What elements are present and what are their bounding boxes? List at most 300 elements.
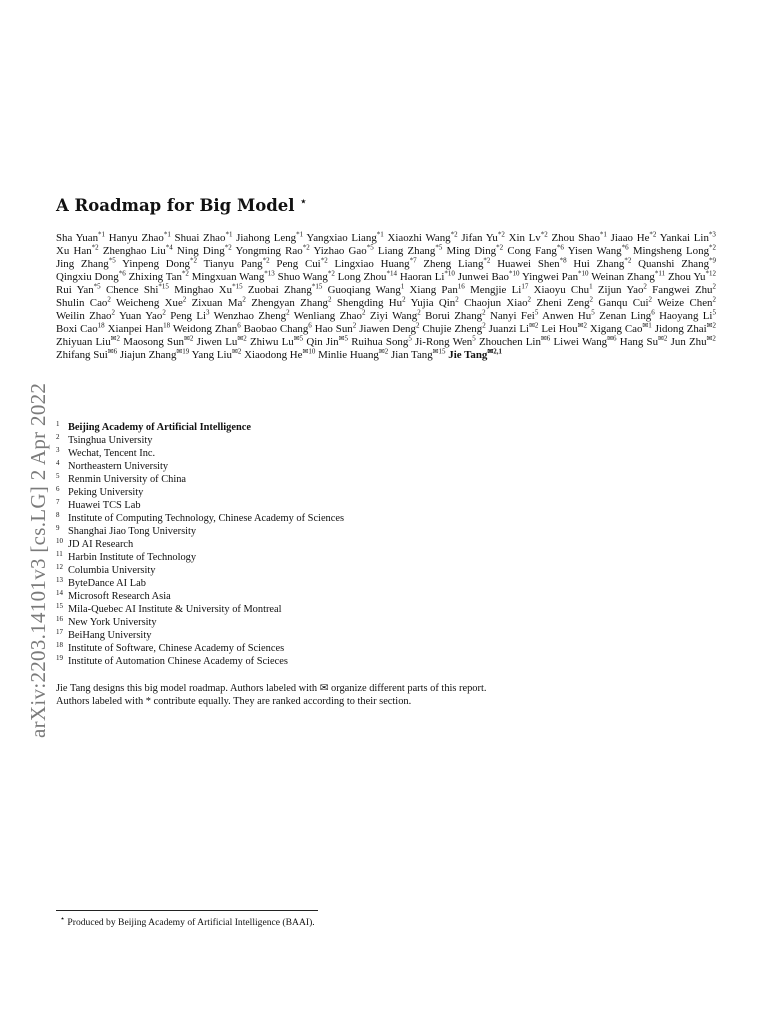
author-affiliation-mark: 2 <box>182 295 187 304</box>
author-name: Xianpei Han <box>107 323 164 335</box>
author-affiliation-mark: *15 <box>311 282 323 291</box>
author <box>461 232 505 244</box>
author <box>294 310 366 322</box>
author-affiliation-mark: 2 <box>162 308 166 317</box>
author-affiliation-mark: *2 <box>540 230 548 239</box>
author-name: Long Zhou <box>337 271 387 283</box>
affiliation: $^4$ Northeastern University <box>56 458 169 472</box>
author-affiliation-mark: 2 <box>589 295 594 304</box>
author-affiliation-mark: 2 <box>648 295 653 304</box>
author-affiliation-mark: 16 <box>457 282 465 291</box>
author-affiliation-mark: 18 <box>163 321 171 330</box>
author-name: Ming Ding <box>446 245 497 257</box>
author <box>276 258 327 270</box>
author <box>660 232 716 244</box>
author-affiliation-mark: *10 <box>509 269 520 278</box>
author <box>175 232 233 244</box>
author-name: Hanyu Zhao <box>108 232 164 244</box>
affiliation: $^{18}$ Institute of Software, Chinese Academy of Sciences <box>56 640 285 654</box>
author-affiliation-mark: ✉2 <box>237 334 247 343</box>
author-name: Wenzhao Zheng <box>213 310 287 322</box>
author-name: Mingsheng Long <box>632 245 710 257</box>
author <box>192 271 275 283</box>
author-name: Quanshi Zhang <box>638 258 710 270</box>
affiliation-name: Microsoft Research Asia <box>68 591 171 602</box>
author-name: Liang Zhang <box>377 245 436 257</box>
author <box>464 297 531 309</box>
author <box>103 245 173 257</box>
author-name: Xiaozhi Wang <box>387 232 451 244</box>
author <box>122 258 197 270</box>
author-affiliation-mark: 17 <box>521 282 529 291</box>
author <box>378 245 442 257</box>
affiliation-name: Harbin Institute of Technology <box>68 552 197 563</box>
author-name: Jian Tang <box>390 349 433 361</box>
author-affiliation-mark: *11 <box>654 269 666 278</box>
footnote-mark: ⋆ <box>60 914 66 923</box>
author-affiliation-mark: ✉6 <box>540 334 551 343</box>
affiliation: $^5$ Renmin University of China <box>56 471 187 485</box>
author-name: Weicheng Xue <box>116 297 183 309</box>
author-affiliation-mark: 2 <box>111 308 115 317</box>
author <box>573 258 631 270</box>
author-name: Shulin Cao <box>56 297 108 309</box>
author-name: Weilin Zhao <box>56 310 112 322</box>
author <box>554 336 617 348</box>
author <box>598 284 647 296</box>
author-affiliation-mark: 2 <box>455 295 459 304</box>
author <box>315 323 357 335</box>
author-affiliation-mark: *5 <box>108 256 116 265</box>
author-name: Lei Hou <box>541 323 578 335</box>
author-name: Yongming Rao <box>235 245 303 257</box>
author-name: Shuo Wang <box>277 271 328 283</box>
author-name: Nanyi Fei <box>489 310 535 322</box>
author-name: Zhifang Sui <box>56 349 108 361</box>
author <box>129 271 189 283</box>
affiliation-name: Renmin University of China <box>68 474 187 485</box>
author-name: Guoqiang Wang <box>327 284 401 296</box>
author-name: Zixuan Ma <box>191 297 243 309</box>
author <box>509 232 548 244</box>
author <box>448 349 502 361</box>
author-name: Zheng Liang <box>423 258 484 270</box>
author-name: Rui Yan <box>56 284 94 296</box>
author-name: Zuobai Zhang <box>247 284 312 296</box>
author-affiliation-mark: 1 <box>400 282 405 291</box>
author <box>425 310 485 322</box>
author <box>192 349 242 361</box>
author <box>119 310 166 322</box>
author-name: Xiang Pan <box>409 284 458 296</box>
author-name: Zheni Zeng <box>536 297 590 309</box>
author-name: Zhengyan Zhang <box>251 297 328 309</box>
author <box>599 310 655 322</box>
author <box>479 336 550 348</box>
author-affiliation-mark: ✉1 <box>642 321 652 330</box>
author <box>507 245 564 257</box>
author-name: Liwei Wang <box>553 336 608 348</box>
author-name: Junwei Bao <box>457 271 509 283</box>
author-name: Weinan Zhang <box>591 271 655 283</box>
author-affiliation-mark: 2 <box>402 295 406 304</box>
author-affiliation-mark: 2 <box>417 308 421 317</box>
author-name: Minghao Xu <box>174 284 233 296</box>
affiliation-name: Mila-Quebec AI Institute & University of Montreal <box>68 604 282 615</box>
author-affiliation-mark: *7 <box>409 256 417 265</box>
author <box>671 336 716 348</box>
author-affiliation-mark: 2 <box>242 295 246 304</box>
author <box>123 336 193 348</box>
author-name: Zhou Shao <box>551 232 600 244</box>
author-affiliation-mark: 18 <box>97 321 105 330</box>
author <box>655 323 716 335</box>
author-affiliation-mark: ✉15 <box>432 347 446 356</box>
affiliation-name: Northeastern University <box>68 461 169 472</box>
author-affiliation-mark: 5 <box>534 308 539 317</box>
author <box>318 349 388 361</box>
author-name: Maosong Sun <box>123 336 184 348</box>
author-affiliation-mark: 1 <box>589 282 593 291</box>
author <box>109 232 171 244</box>
author-name: Chujie Zheng <box>422 323 483 335</box>
author <box>251 297 331 309</box>
author-name: Yankai Lin <box>659 232 709 244</box>
author <box>328 284 405 296</box>
author <box>177 245 232 257</box>
affiliation-name: Tsinghua University <box>68 435 153 446</box>
affiliation: $^{15}$ Mila-Quebec AI Institute & University of Montreal <box>56 601 282 615</box>
author-name: Zijun Yao <box>597 284 644 296</box>
author <box>668 271 716 283</box>
author-affiliation-mark: *10 <box>578 269 589 278</box>
author <box>248 284 322 296</box>
author <box>400 271 455 283</box>
author-affiliation-mark: ✉6 <box>607 334 617 343</box>
author-affiliation-mark: *2 <box>190 256 198 265</box>
author-note-line: Authors labeled with * contribute equally. They are ranked according to their section. <box>56 696 412 707</box>
author-name: Shengding Hu <box>336 297 403 309</box>
author <box>56 310 115 322</box>
author-affiliation-mark: 2 <box>482 321 486 330</box>
author-name: Zhouchen Lin <box>479 336 541 348</box>
author-name: Xiaodong He <box>244 349 303 361</box>
author-name: Anwen Hu <box>542 310 592 322</box>
author-affiliation-mark: 2 <box>361 308 366 317</box>
author-affiliation-mark: ✉2 <box>658 334 668 343</box>
author-affiliation-mark: *1 <box>296 230 304 239</box>
author <box>197 336 247 348</box>
affiliation: $^{13}$ ByteDance AI Lab <box>56 575 146 589</box>
author-name: Yisen Wang <box>567 245 622 257</box>
author <box>470 284 528 296</box>
author-name: Zhiyuan Liu <box>56 336 111 348</box>
author-affiliation-mark: 5 <box>472 334 476 343</box>
author-name: Hang Su <box>619 336 659 348</box>
author <box>422 323 485 335</box>
author-affiliation-mark: *4 <box>165 243 173 252</box>
author-name: Minlie Huang <box>318 349 379 361</box>
author-affiliation-mark: 5 <box>712 308 716 317</box>
author <box>174 284 242 296</box>
author <box>522 271 589 283</box>
affiliation-name: Institute of Computing Technology, Chinese Academy of Sciences <box>68 513 345 524</box>
author <box>598 297 652 309</box>
author <box>56 232 105 244</box>
author <box>204 258 270 270</box>
author-name: Yujia Qin <box>410 297 456 309</box>
author-affiliation-mark: 5 <box>408 334 412 343</box>
author <box>497 258 566 270</box>
author-name: Hui Zhang <box>573 258 625 270</box>
affiliation-name: Huawei TCS Lab <box>68 500 141 511</box>
author <box>370 310 421 322</box>
author-name: Weize Chen <box>657 297 713 309</box>
author-affiliation-mark: *5 <box>366 243 374 252</box>
author <box>415 336 476 348</box>
author-affiliation-mark: 6 <box>308 321 312 330</box>
author <box>173 323 241 335</box>
author-affiliation-mark: ✉2 <box>529 321 539 330</box>
author-affiliation-mark: *5 <box>93 282 101 291</box>
author-affiliation-mark: *1 <box>599 230 607 239</box>
author-name: Haoran Li <box>399 271 445 283</box>
author <box>568 245 629 257</box>
author-affiliation-mark: ✉6 <box>107 347 118 356</box>
author-affiliation-mark: *2 <box>624 256 632 265</box>
author-affiliation-mark: *1 <box>163 230 171 239</box>
author-affiliation-mark: 2 <box>352 321 357 330</box>
author-name: Hao Sun <box>314 323 353 335</box>
author <box>591 271 665 283</box>
affiliation: $^{12}$ Columbia University <box>56 562 156 576</box>
author-affiliation-mark: *1 <box>225 230 233 239</box>
author-affiliation-mark: *5 <box>435 243 443 252</box>
author <box>120 349 189 361</box>
author-list <box>56 232 716 362</box>
author <box>306 336 348 348</box>
affiliation: $^{10}$ JD AI Research <box>56 536 134 550</box>
author-affiliation-mark: *2 <box>649 230 657 239</box>
author-affiliation-mark: *2 <box>262 256 270 265</box>
author-name: Tianyu Pang <box>203 258 263 270</box>
author <box>235 245 309 257</box>
affiliation-name: Wechat, Tencent Inc. <box>68 448 156 459</box>
affiliation-name: Institute of Software, Chinese Academy of Sciences <box>68 643 285 654</box>
affiliation: $^3$ Wechat, Tencent Inc. <box>56 445 156 459</box>
author <box>410 284 465 296</box>
author-affiliation-mark: ✉19 <box>176 347 190 356</box>
author <box>611 232 657 244</box>
author-affiliation-mark: 2 <box>415 321 420 330</box>
author <box>56 271 126 283</box>
paper-title-text: A Roadmap for Big Model <box>56 196 295 215</box>
author-name: Qingxiu Dong <box>56 271 119 283</box>
author-affiliation-mark: 2 <box>107 295 111 304</box>
footnote-rule <box>56 910 318 911</box>
author-name: Qin Jin <box>306 336 339 348</box>
paper-title <box>56 196 307 215</box>
author <box>278 271 335 283</box>
author <box>108 323 171 335</box>
affiliation-list <box>56 421 344 668</box>
affiliation: $^9$ Shanghai Jiao Tong University <box>56 523 197 537</box>
affiliation-name: Peking University <box>68 487 144 498</box>
title-footnote-mark: ⋆ <box>300 196 307 208</box>
author <box>314 245 374 257</box>
affiliation-name: Institute of Automation Chinese Academy of Scieces <box>68 656 288 667</box>
affiliation-name: Shanghai Jiao Tong University <box>68 526 197 537</box>
author-affiliation-mark: 2 <box>527 295 532 304</box>
author-name: Jing Zhang <box>56 258 109 270</box>
author-affiliation-mark: ✉2,1 <box>487 347 502 356</box>
author <box>551 232 606 244</box>
affiliation-name: ByteDance AI Lab <box>68 578 146 589</box>
author-name: Huawei Shen <box>497 258 560 270</box>
author-affiliation-mark: *2 <box>483 256 491 265</box>
author-name: Jiwen Lu <box>196 336 238 348</box>
author <box>56 258 116 270</box>
author-name: Ruihua Song <box>351 336 409 348</box>
author-affiliation-mark: *2 <box>496 243 504 252</box>
footnote-text: Produced by Beijing Academy of Artificial Intelligence (BAAI). <box>67 917 315 929</box>
author-affiliation-mark: *2 <box>320 256 328 265</box>
affiliation-name: Beijing Academy of Artificial Intelligence <box>68 422 251 433</box>
author-name: Shuai Zhao <box>174 232 226 244</box>
author <box>334 258 416 270</box>
affiliation: $^2$ Tsinghua University <box>56 432 153 446</box>
author-name: Juanzi Li <box>488 323 530 335</box>
author-name: Jie Tang <box>448 349 488 361</box>
affiliation: $^{17}$ BeiHang University <box>56 627 152 641</box>
author-affiliation-mark: *2 <box>302 243 310 252</box>
author <box>490 310 538 322</box>
author <box>250 336 303 348</box>
author-affiliation-mark: ✉2 <box>706 334 716 343</box>
author <box>542 310 595 322</box>
author-affiliation-mark: *6 <box>118 269 126 278</box>
author-name: Ganqu Cui <box>598 297 649 309</box>
author-name: Yuan Yao <box>118 310 163 322</box>
author-affiliation-mark: *9 <box>709 256 717 265</box>
affiliation: $^7$ Huawei TCS Lab <box>56 497 141 511</box>
author-affiliation-mark: 6 <box>237 321 241 330</box>
author-name: Yingwei Pan <box>521 271 579 283</box>
author-name: Fangwei Zhu <box>652 284 713 296</box>
author-note-line: Jie Tang designs this big model roadmap. Authors labeled with ✉ organize different parts of this report. <box>56 683 487 694</box>
author-affiliation-mark: *2 <box>224 243 232 252</box>
author-name: Sha Yuan <box>56 232 99 244</box>
affiliation: $^8$ Institute of Computing Technology, Chinese Academy of Sciences <box>56 510 345 524</box>
author-name: Yangxiao Liang <box>306 232 377 244</box>
affiliation-name: New York University <box>68 617 157 628</box>
author-affiliation-mark: ✉2 <box>183 334 194 343</box>
author-affiliation-mark: *2 <box>709 243 717 252</box>
author <box>620 336 668 348</box>
affiliation: $^1$ Beijing Academy of Artificial Intelligence <box>56 419 251 433</box>
affiliation-name: Columbia University <box>68 565 156 576</box>
author-affiliation-mark: *2 <box>91 243 99 252</box>
author-name: Jiahong Leng <box>236 232 297 244</box>
affiliation: $^6$ Peking University <box>56 484 144 498</box>
author <box>351 336 412 348</box>
author-affiliation-mark: *3 <box>708 230 716 239</box>
affiliation-name: BeiHang University <box>68 630 152 641</box>
author-name: Zhiwu Lu <box>249 336 294 348</box>
author-affiliation-mark: ✉2 <box>231 347 242 356</box>
author <box>236 232 303 244</box>
author-affiliation-mark: *15 <box>158 282 169 291</box>
author-affiliation-mark: *15 <box>232 282 243 291</box>
author-affiliation-mark: 2 <box>712 282 716 291</box>
author <box>338 271 397 283</box>
author-name: Xigang Cao <box>589 323 643 335</box>
author-name: Weidong Zhan <box>172 323 238 335</box>
author <box>489 323 539 335</box>
author <box>423 258 490 270</box>
author <box>56 323 105 335</box>
author <box>657 297 716 309</box>
author-affiliation-mark: 5 <box>591 308 595 317</box>
author-affiliation-mark: ✉2 <box>577 321 587 330</box>
author <box>359 323 419 335</box>
author-note <box>56 682 486 708</box>
author-name: Jiajun Zhang <box>119 349 177 361</box>
author <box>411 297 459 309</box>
author-name: Lingxiao Huang <box>334 258 410 270</box>
author-affiliation-mark: *6 <box>556 243 564 252</box>
author-affiliation-mark: *6 <box>621 243 629 252</box>
author-name: Yang Liu <box>191 349 232 361</box>
author <box>458 271 520 283</box>
author-affiliation-mark: 6 <box>651 308 655 317</box>
author-affiliation-mark: ✉5 <box>338 334 348 343</box>
author-affiliation-mark: *12 <box>705 269 716 278</box>
author <box>652 284 716 296</box>
author-name: Yizhao Gao <box>313 245 367 257</box>
author-name: Peng Li <box>170 310 207 322</box>
author <box>447 245 504 257</box>
author-affiliation-mark: *10 <box>444 269 455 278</box>
author-name: Xiaoyu Chu <box>533 284 590 296</box>
author-affiliation-mark: 2 <box>286 308 290 317</box>
author-name: Haoyang Li <box>659 310 713 322</box>
author-name: Cong Fang <box>507 245 557 257</box>
author-name: Mengjie Li <box>470 284 522 296</box>
author-name: Jifan Yu <box>461 232 498 244</box>
author-name: Chence Shi <box>105 284 159 296</box>
author-name: Zhixing Tan <box>128 271 182 283</box>
author <box>244 349 315 361</box>
author-name: Zhou Yu <box>667 271 706 283</box>
author <box>56 284 101 296</box>
affiliation-name: JD AI Research <box>68 539 134 550</box>
arxiv-identifier: arXiv:2203.14101v3 [cs.LG] 2 Apr 2022 <box>26 382 50 738</box>
author <box>633 245 716 257</box>
author-affiliation-mark: 2 <box>643 282 647 291</box>
author-name: Ziyi Wang <box>369 310 418 322</box>
author-name: Xu Han <box>56 245 92 257</box>
author <box>387 232 457 244</box>
author-affiliation-mark: 2 <box>327 295 332 304</box>
author-affiliation-mark: ✉2 <box>110 334 121 343</box>
author <box>56 297 111 309</box>
author-name: Ji-Rong Wen <box>415 336 473 348</box>
affiliation: $^{16}$ New York University <box>56 614 157 628</box>
author-name: Borui Zhang <box>425 310 483 322</box>
author <box>106 284 169 296</box>
author-affiliation-mark: *1 <box>376 230 384 239</box>
